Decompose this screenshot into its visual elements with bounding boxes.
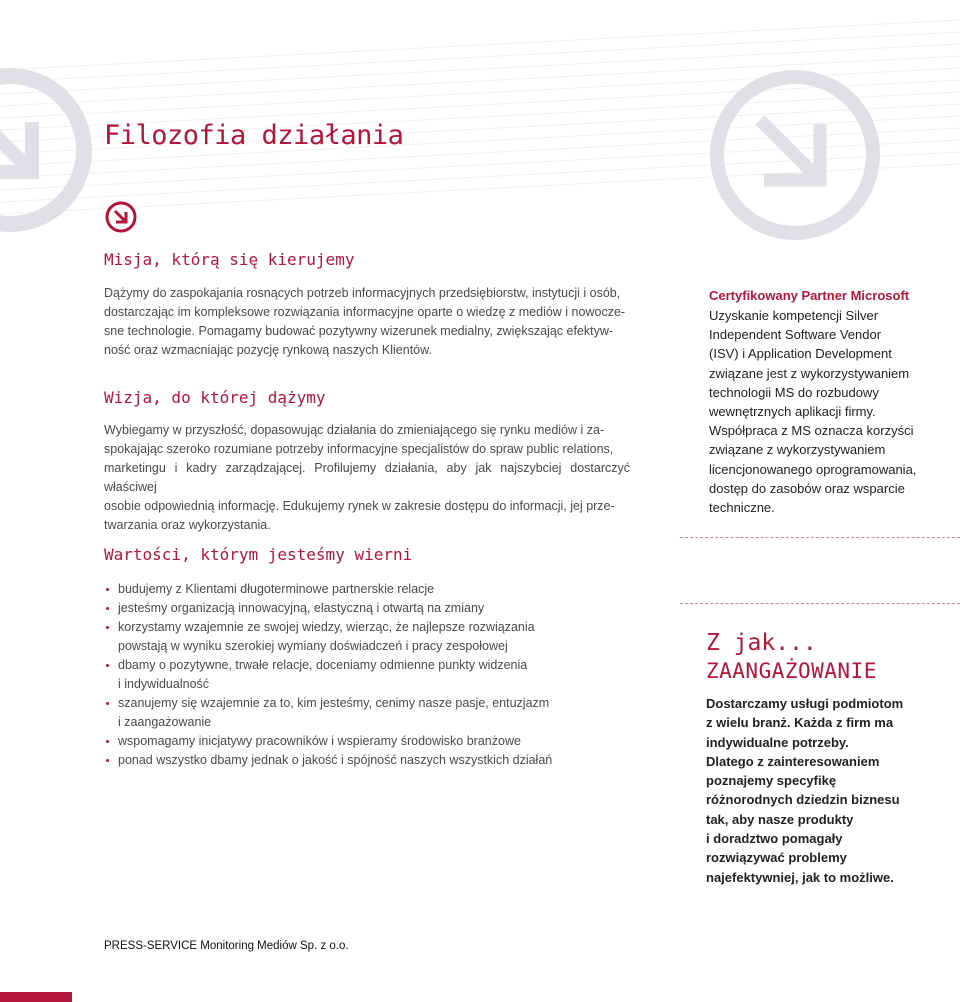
engagement-text: Dostarczamy usługi podmiotom z wielu branż. Każda z firm ma indywidualne potrzeby. Dlatego z zainteresowaniem poznajemy specyfikę różnorodnych dziedzin biznesu tak, aby nasze produkty i doradztwo pomagały rozwiązywać problemy najefektywniej, jak to możliwe. [706,696,904,885]
values-heading: Wartości, którym jesteśmy wierni [104,545,413,564]
list-item: jesteśmy organizacją innowacyjną, elastyczną i otwartą na zmiany [104,599,552,618]
vision-paragraph: Wybiegamy w przyszłość, dopasowując działania do zmieniającego się rynku mediów i za- spokajając szeroko rozumiane potrzeby informacyjne specjalistów do spraw public relations, marketingu i kadry zarządzającej. Profilujemy działania, aby jak najszybciej dostarczyć właściwej osobie odpowiednią informację. Edukujemy rynek w zakresie dostępu do informacji, jej prze- twarzania oraz wykorzystania. [104,423,630,532]
list-item: korzystamy wzajemnie ze swojej wiedzy, wierząc, że najlepsze rozwiązania powstają w wyniku szerokiej wymiany doświadczeń i pracy zespołowej [104,618,552,656]
arrow-circle-icon [0,60,100,240]
engagement-heading-line2: ZAANGAŻOWANIE [706,659,877,683]
arrow-circle-icon [700,60,890,250]
certification-title: Certyfikowany Partner Microsoft [709,288,910,303]
mission-paragraph: Dążymy do zaspokajania rosnących potrzeb informacyjnych przedsiębiorstw, instytucji i osób, dostarczając im kompleksowe rozwiązania informacyjne oparte o wiedzę z mediów i nowocze- sne technologie. Pomagamy budować pozytywny wizerunek medialny, zwiększając efektyw- ność oraz wzmacniając pozycję rynkową naszych Klientów. [104,286,626,357]
list-item: budujemy z Klientami długoterminowe partnerskie relacje [104,580,552,599]
divider [680,537,960,538]
page-title: Filozofia działania [104,120,404,151]
list-item: wspomagamy inicjatywy pracowników i wspieramy środowisko branżowe [104,732,552,751]
list-item: dbamy o pozytywne, trwałe relacje, doceniamy odmienne punkty widzenia i indywidualność [104,656,552,694]
list-item: ponad wszystko dbamy jednak o jakość i spójność naszych wszystkich działań [104,751,552,770]
certification-text: Uzyskanie kompetencji Silver Independent Software Vendor (ISV) i Application Development związane jest z wykorzystywaniem technologii MS do rozbudowy wewnętrznych aplikacji firmy. Współpraca z MS oznacza korzyści związane z wykorzystywaniem licencjonowanego oprogramowania, dostęp do zasobów oraz wsparcie techniczne. [709,308,917,516]
values-list [104,580,552,770]
engagement-heading-line1: Z jak... [706,630,817,656]
footer-company: PRESS-SERVICE Monitoring Mediów Sp. z o.o. [104,940,349,952]
arrow-circle-icon [104,200,138,234]
mission-heading: Misja, którą się kierujemy [104,250,355,269]
vision-heading: Wizja, do której dążymy [104,388,326,407]
list-item: szanujemy się wzajemnie za to, kim jesteśmy, cenimy nasze pasje, entuzjazm i zaangażowanie [104,694,552,732]
bottom-accent-bar [0,992,72,1002]
divider [680,603,960,604]
